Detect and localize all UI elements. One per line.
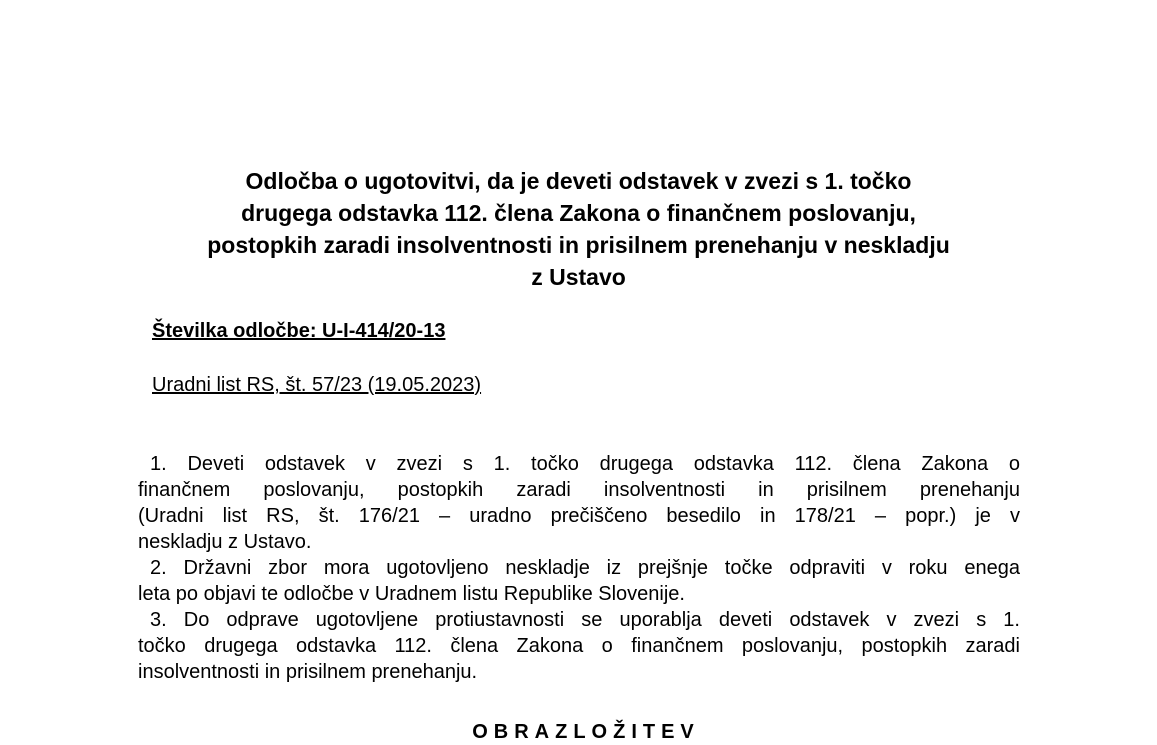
paragraph-line: finančnem poslovanju, postopkih zaradi insolventnosti in prisilnem prenehanju <box>138 479 1020 501</box>
official-gazette-reference: Uradni list RS, št. 57/23 (19.05.2023) <box>152 374 482 396</box>
title-line: z Ustavo <box>531 264 626 290</box>
paragraph-line: insolventnosti in prisilnem prenehanju. <box>138 661 478 683</box>
paragraph-line: 2. Državni zbor mora ugotovljeno neskladje iz prejšnje točke odpraviti v roku enega <box>150 557 1020 579</box>
operative-paragraph-2 <box>138 555 1020 607</box>
paragraph-line: 1. Deveti odstavek v zvezi s 1. točko drugega odstavka 112. člena Zakona o <box>150 453 1020 475</box>
title-line: Odločba o ugotovitvi, da je deveti odstavek v zvezi s 1. točko <box>245 168 912 194</box>
paragraph-line: leta po objavi te odločbe v Uradnem listu Republike Slovenije. <box>138 583 685 605</box>
title-line: drugega odstavka 112. člena Zakona o finančnem poslovanju, <box>241 200 916 226</box>
document-title <box>120 165 1037 293</box>
decision-number: Številka odločbe: U-I-414/20-13 <box>152 320 446 342</box>
operative-paragraph-3 <box>138 607 1020 685</box>
paragraph-line: (Uradni list RS, št. 176/21 – uradno prečiščeno besedilo in 178/21 – popr.) je v <box>138 505 1020 527</box>
title-line: postopkih zaradi insolventnosti in prisilnem prenehanju v neskladju <box>207 232 950 258</box>
operative-paragraph-1 <box>138 451 1020 555</box>
paragraph-line: 3. Do odprave ugotovljene protiustavnosti se uporablja deveti odstavek v zvezi s 1. <box>150 609 1020 631</box>
operative-part <box>138 451 1020 685</box>
paragraph-line: točko drugega odstavka 112. člena Zakona o finančnem poslovanju, postopkih zaradi <box>138 635 1020 657</box>
paragraph-line: neskladju z Ustavo. <box>138 531 312 553</box>
reasoning-heading: OBRAZLOŽITEV <box>472 721 700 743</box>
